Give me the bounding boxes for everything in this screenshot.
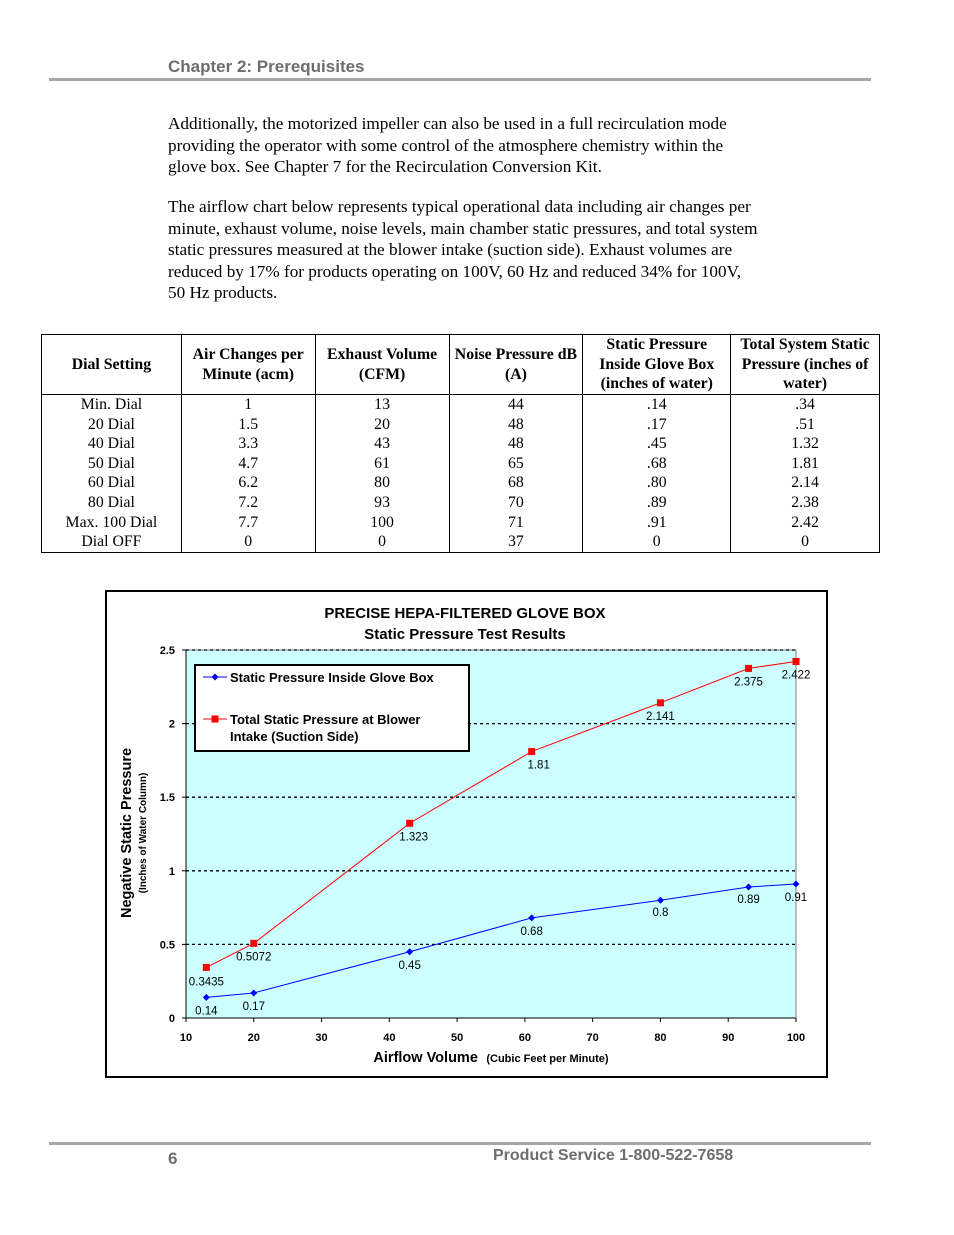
table-cell: .89 bbox=[583, 493, 731, 513]
table-cell: 50 Dial bbox=[42, 454, 182, 474]
table-cell: .34 bbox=[731, 395, 880, 415]
y-axis-ticks bbox=[160, 645, 186, 1025]
data-label: 0.89 bbox=[737, 893, 760, 906]
data-label: 2.422 bbox=[781, 669, 811, 682]
table-cell: 61 bbox=[315, 454, 449, 474]
data-label: 2.141 bbox=[646, 710, 675, 723]
col-header-noise-pressure: Noise Pressure dB (A) bbox=[449, 335, 583, 395]
legend-label-inside: Static Pressure Inside Glove Box bbox=[230, 670, 434, 685]
table-header-row bbox=[42, 335, 880, 395]
table-cell: 0 bbox=[181, 532, 315, 552]
table-row bbox=[42, 493, 880, 513]
table-cell: 7.2 bbox=[181, 493, 315, 513]
airflow-data-table bbox=[41, 334, 880, 553]
chart-title: PRECISE HEPA-FILTERED GLOVE BOX bbox=[324, 605, 606, 622]
table-cell: 2.42 bbox=[731, 513, 880, 533]
table-cell: 1.5 bbox=[181, 415, 315, 435]
table-cell: .17 bbox=[583, 415, 731, 435]
data-label: 0.3435 bbox=[188, 976, 224, 989]
table-row bbox=[42, 434, 880, 454]
y-axis-label: Negative Static Pressure bbox=[119, 747, 135, 919]
table-cell: Min. Dial bbox=[42, 395, 182, 415]
table-row bbox=[42, 454, 880, 474]
airflow-paragraph: The airflow chart below represents typical operational data including air changes per minute, exhaust volume, noise levels, main chamber static pressures, and total system static pressures measured at the blower intake (suction side). Exhaust volumes are reduced by 17% for products operating on 100V, 60 Hz and reduced 34% for 100V, 50 Hz products. bbox=[168, 197, 758, 302]
table-cell: 43 bbox=[315, 434, 449, 454]
chart-legend bbox=[195, 665, 469, 751]
table-cell: Dial OFF bbox=[42, 532, 182, 552]
x-tick-label: 10 bbox=[179, 1032, 193, 1044]
y-tick-label: 2.5 bbox=[159, 645, 175, 657]
x-tick-label: 100 bbox=[786, 1032, 806, 1044]
chart-canvas bbox=[107, 592, 826, 1076]
data-label: 1.323 bbox=[399, 831, 429, 844]
table-cell: 60 Dial bbox=[42, 473, 182, 493]
table-cell: Max. 100 Dial bbox=[42, 513, 182, 533]
data-label: 0.8 bbox=[652, 907, 669, 920]
table-cell: 80 Dial bbox=[42, 493, 182, 513]
x-axis-title bbox=[373, 1049, 608, 1066]
x-tick-label: 50 bbox=[450, 1032, 464, 1044]
static-pressure-chart bbox=[105, 590, 828, 1078]
table-cell: 0 bbox=[731, 532, 880, 552]
y-tick-label: 2 bbox=[168, 718, 175, 731]
table-cell: 13 bbox=[315, 395, 449, 415]
table-cell: 68 bbox=[449, 473, 583, 493]
y-tick-label: 1.5 bbox=[159, 792, 175, 805]
product-service-phone: Product Service 1-800-522-7658 bbox=[493, 1147, 734, 1164]
table-cell: .45 bbox=[583, 434, 731, 454]
table-cell: .14 bbox=[583, 395, 731, 415]
x-tick-label: 90 bbox=[722, 1032, 735, 1044]
x-tick-label: 30 bbox=[315, 1032, 328, 1044]
table-row bbox=[42, 513, 880, 533]
table-cell: 48 bbox=[449, 415, 583, 435]
data-label: 0.91 bbox=[784, 892, 808, 905]
table-row bbox=[42, 473, 880, 493]
table-cell: 7.7 bbox=[181, 513, 315, 533]
table-cell: 2.38 bbox=[731, 493, 880, 513]
table-cell: 20 Dial bbox=[42, 415, 182, 435]
table-cell: .80 bbox=[583, 473, 731, 493]
table-cell: 44 bbox=[449, 395, 583, 415]
x-tick-label: 70 bbox=[586, 1032, 599, 1044]
table-cell: 1.32 bbox=[731, 434, 880, 454]
x-axis-unit: (Cubic Feet per Minute) bbox=[486, 1053, 609, 1065]
x-tick-label: 80 bbox=[654, 1032, 667, 1044]
data-label: 0.5072 bbox=[236, 951, 272, 964]
legend-label-total-line2: Intake (Suction Side) bbox=[230, 729, 359, 744]
table-cell: 70 bbox=[449, 493, 583, 513]
data-point bbox=[528, 748, 535, 755]
y-tick-label: 1 bbox=[168, 865, 175, 878]
table-cell: .91 bbox=[583, 513, 731, 533]
x-axis-label: Airflow Volume bbox=[373, 1050, 478, 1066]
footer-rule bbox=[49, 1142, 871, 1145]
table-cell: 100 bbox=[315, 513, 449, 533]
table-cell: 4.7 bbox=[181, 454, 315, 474]
chapter-heading: Chapter 2: Prerequisites bbox=[168, 57, 365, 76]
col-header-total-static-pressure: Total System Static Pressure (inches of water) bbox=[731, 335, 880, 395]
table-row bbox=[42, 415, 880, 435]
data-label: 2.375 bbox=[734, 676, 763, 689]
legend-label-total-line1: Total Static Pressure at Blower bbox=[230, 712, 421, 727]
table-cell: 1 bbox=[181, 395, 315, 415]
y-axis-title bbox=[119, 748, 149, 918]
data-point bbox=[406, 820, 413, 827]
table-cell: 80 bbox=[315, 473, 449, 493]
x-tick-label: 40 bbox=[383, 1032, 396, 1044]
y-axis-unit: (Inches of Water Column) bbox=[138, 772, 149, 894]
col-header-static-pressure: Static Pressure Inside Glove Box (inches of water) bbox=[583, 335, 731, 395]
data-point bbox=[745, 665, 752, 672]
table-row bbox=[42, 532, 880, 552]
col-header-dial-setting: Dial Setting bbox=[42, 335, 182, 395]
data-point bbox=[793, 658, 800, 665]
chart-subtitle: Static Pressure Test Results bbox=[364, 626, 566, 643]
table-cell: 6.2 bbox=[181, 473, 315, 493]
table-cell: 1.81 bbox=[731, 454, 880, 474]
y-tick-label: 0.5 bbox=[159, 939, 175, 952]
data-point bbox=[657, 699, 664, 706]
data-label: 0.14 bbox=[195, 1005, 218, 1018]
x-tick-label: 20 bbox=[247, 1032, 260, 1044]
table-cell: 2.14 bbox=[731, 473, 880, 493]
table-cell: 93 bbox=[315, 493, 449, 513]
data-label: 0.68 bbox=[520, 925, 543, 938]
y-tick-label: 0 bbox=[168, 1013, 175, 1025]
header-rule bbox=[49, 78, 871, 81]
data-point bbox=[250, 940, 257, 947]
table-cell: 48 bbox=[449, 434, 583, 454]
table-cell: .68 bbox=[583, 454, 731, 474]
intro-paragraph: Additionally, the motorized impeller can also be used in a full recirculation mode providing the operator with some control of the atmosphere chemistry within the glove box. See Chapter 7 for the Recirculation Conversion Kit. bbox=[168, 114, 727, 176]
x-tick-label: 60 bbox=[518, 1032, 532, 1044]
col-header-exhaust-volume: Exhaust Volume (CFM) bbox=[315, 335, 449, 395]
table-cell: 37 bbox=[449, 532, 583, 552]
table-cell: .51 bbox=[731, 415, 880, 435]
data-label: 1.81 bbox=[527, 759, 550, 772]
table-cell: 71 bbox=[449, 513, 583, 533]
table-cell: 3.3 bbox=[181, 434, 315, 454]
table-cell: 0 bbox=[315, 532, 449, 552]
col-header-air-changes: Air Changes per Minute (acm) bbox=[181, 335, 315, 395]
x-axis-ticks bbox=[180, 1018, 805, 1044]
data-point bbox=[203, 964, 210, 971]
page-number: 6 bbox=[168, 1149, 178, 1168]
table-cell: 40 Dial bbox=[42, 434, 182, 454]
table-cell: 65 bbox=[449, 454, 583, 474]
data-label: 0.45 bbox=[398, 959, 421, 972]
table-row bbox=[42, 395, 880, 415]
table-cell: 20 bbox=[315, 415, 449, 435]
table-cell: 0 bbox=[583, 532, 731, 552]
legend-marker-total bbox=[212, 716, 219, 723]
data-label: 0.17 bbox=[242, 1000, 265, 1013]
